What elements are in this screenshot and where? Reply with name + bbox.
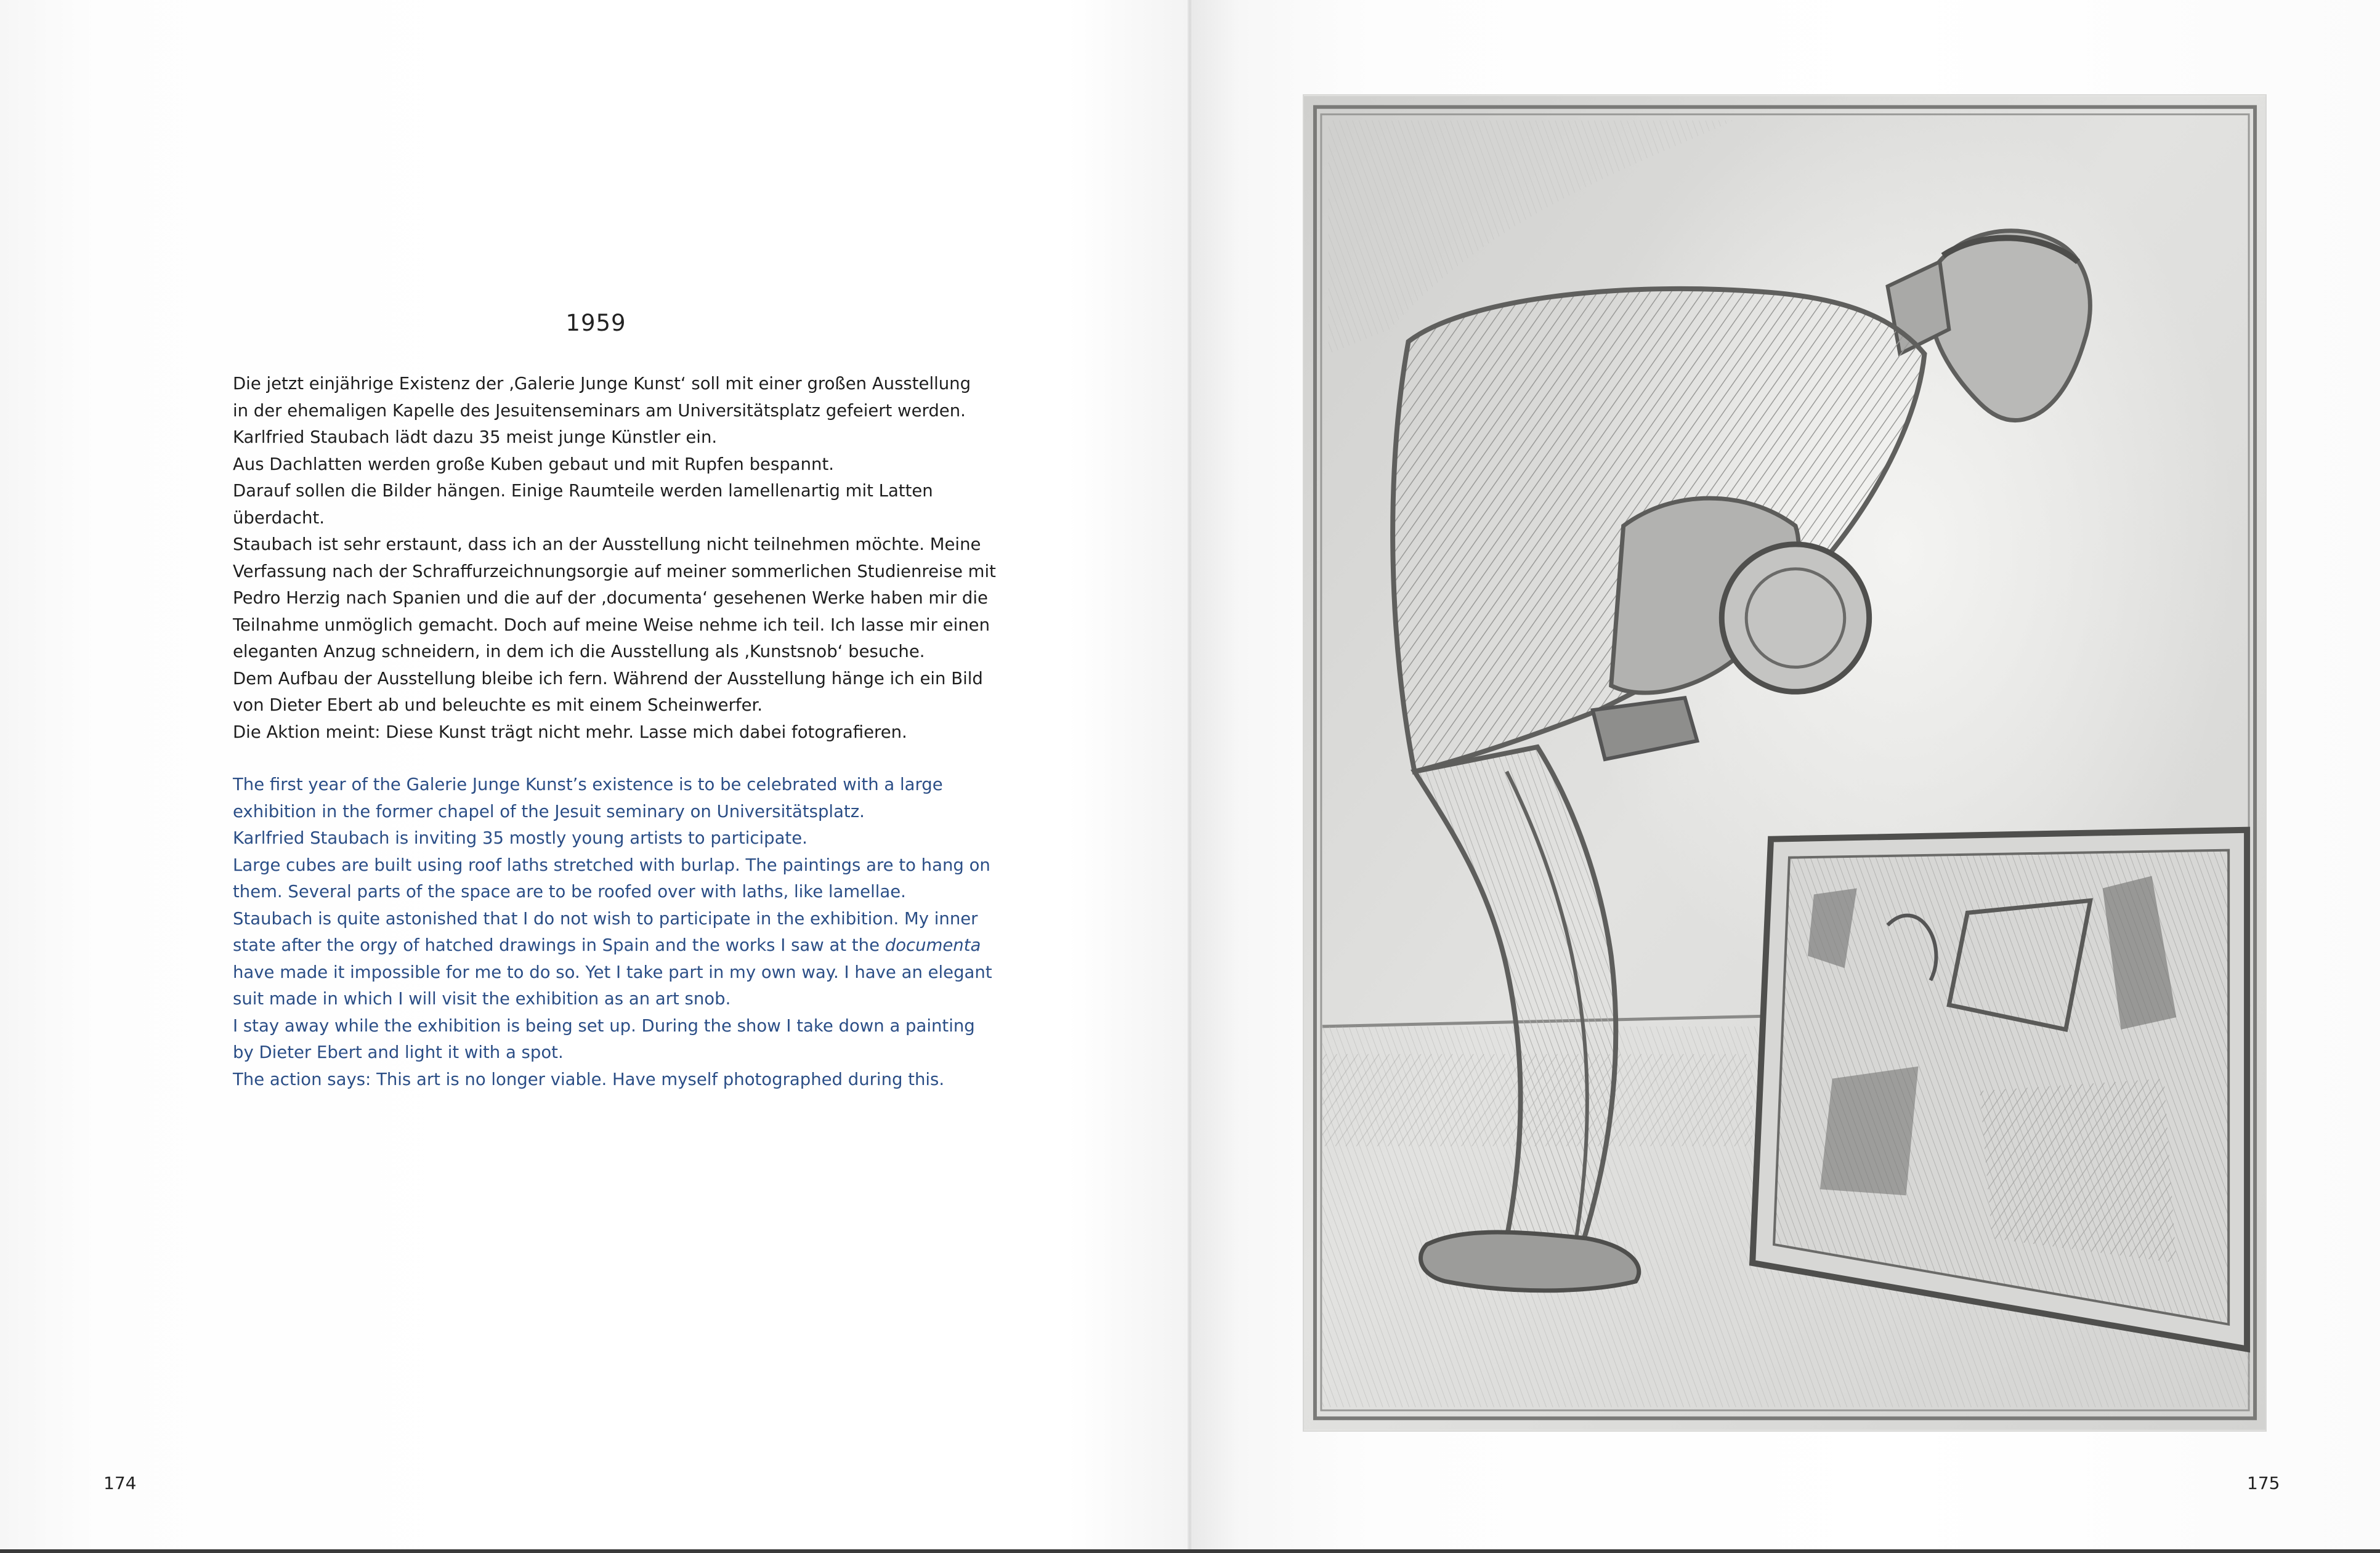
english-line-text: state after the orgy of hatched drawings in Spain and the works I saw at the — [233, 935, 885, 955]
spotlight-lamp — [1722, 544, 1869, 692]
pencil-drawing-artwork — [1303, 94, 2267, 1432]
german-line: Pedro Herzig nach Spanien und die auf der ‚documenta‘ gesehenen Werke haben mir die — [233, 588, 988, 608]
german-line: in der ehemaligen Kapelle des Jesuitenseminars am Universitätsplatz gefeiert werden. — [233, 400, 966, 421]
german-line: Karlfried Staubach lädt dazu 35 meist junge Künstler ein. — [233, 427, 718, 447]
page-number-right: 175 — [2247, 1473, 2280, 1493]
scan-bottom-edge — [0, 1549, 2380, 1553]
english-text-block — [233, 772, 990, 1093]
documenta-italic: documenta — [884, 935, 981, 955]
leaning-painting — [1752, 830, 2247, 1349]
book-gutter — [1188, 0, 1192, 1553]
chapter-year-heading: 1959 — [565, 310, 626, 336]
german-line: Darauf sollen die Bilder hängen. Einige Raumteile werden lamellenartig mit Latten — [233, 481, 933, 501]
german-line: eleganten Anzug schneidern, in dem ich die Ausstellung als ‚Kunstsnob‘ besuche. — [233, 642, 925, 661]
english-line: Staubach is quite astonished that I do not wish to participate in the exhibition. My inner — [233, 908, 978, 929]
german-line: Staubach ist sehr erstaunt, dass ich an der Ausstellung nicht teilnehmen möchte. Meine — [233, 534, 981, 554]
english-line: exhibition in the former chapel of the Jesuit seminary on Universitätsplatz. — [233, 801, 865, 821]
english-line: I stay away while the exhibition is being set up. During the show I take down a painting — [233, 1015, 975, 1036]
german-line: von Dieter Ebert ab und beleuchte es mit einem Scheinwerfer. — [233, 695, 763, 715]
left-page — [0, 0, 1188, 1553]
german-line: Die jetzt einjährige Existenz der ‚Galerie Junge Kunst‘ soll mit einer großen Ausstellung — [233, 374, 971, 393]
german-line: Aus Dachlatten werden große Kuben gebaut und mit Rupfen bespannt. — [233, 454, 834, 474]
german-line: Die Aktion meint: Diese Kunst trägt nicht mehr. Lasse mich dabei fotografieren. — [233, 722, 907, 742]
page-number-left: 174 — [103, 1473, 137, 1493]
figure-shoes — [1421, 1232, 1639, 1291]
german-line: Teilnahme unmöglich gemacht. Doch auf meine Weise nehme ich teil. Ich lasse mir einen — [233, 615, 990, 635]
english-line: have made it impossible for me to do so. Yet I take part in my own way. I have an elegant — [233, 962, 992, 982]
german-line: überdacht. — [233, 507, 325, 528]
pencil-drawing-svg — [1304, 95, 2265, 1430]
english-line: them. Several parts of the space are to be roofed over with laths, like lamellae. — [233, 882, 906, 902]
english-line: The action says: This art is no longer viable. Have myself photographed during this. — [233, 1069, 945, 1089]
english-line: by Dieter Ebert and light it with a spot. — [233, 1043, 564, 1062]
english-line: Large cubes are built using roof laths stretched with burlap. The paintings are to hang on — [233, 855, 990, 875]
german-line: Dem Aufbau der Ausstellung bleibe ich fern. Während der Ausstellung hänge ich ein Bild — [233, 668, 983, 688]
english-line: suit made in which I will visit the exhibition as an art snob. — [233, 989, 731, 1009]
german-line: Verfassung nach der Schraffurzeichnungsorgie auf meiner sommerlichen Studienreise mit — [233, 561, 996, 581]
german-text-block — [233, 371, 996, 746]
english-line: The first year of the Galerie Junge Kunst’s existence is to be celebrated with a large — [233, 775, 943, 794]
english-line — [233, 932, 990, 959]
english-line: Karlfried Staubach is inviting 35 mostly young artists to participate. — [233, 828, 808, 848]
